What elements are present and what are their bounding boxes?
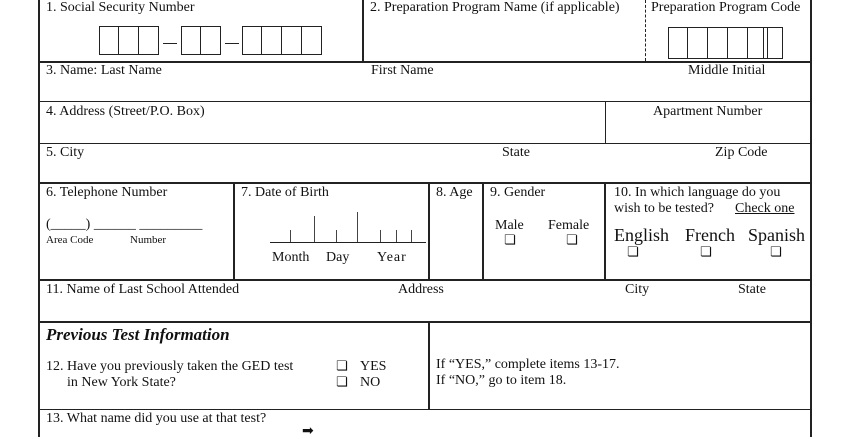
yes-instruction: If “YES,” complete items 13-17. — [436, 357, 620, 372]
program-name-label: 2. Preparation Program Name (if applicable) — [370, 0, 620, 15]
female-checkbox[interactable]: ❏ — [566, 233, 578, 248]
address-label: 4. Address (Street/P.O. Box) — [46, 104, 205, 119]
dob-tick — [411, 230, 412, 242]
french-label: French — [685, 225, 735, 245]
ssn-digit-box[interactable] — [138, 26, 159, 55]
no-label: NO — [360, 375, 381, 390]
ssn-digit-box[interactable] — [118, 26, 139, 55]
year-label: Year — [377, 250, 407, 265]
french-checkbox[interactable]: ❏ — [700, 245, 712, 260]
program-code-box[interactable] — [727, 27, 748, 59]
school-state-label: State — [738, 282, 766, 297]
dob-tick — [380, 230, 381, 242]
row-divider — [38, 279, 812, 281]
col-divider — [428, 182, 430, 279]
q12-label-line2: in New York State? — [67, 375, 176, 390]
ssn-digit-box[interactable] — [242, 26, 262, 55]
ssn-digit-box[interactable] — [261, 26, 282, 55]
language-label-line2: wish to be tested? — [614, 201, 714, 216]
row-divider — [38, 101, 812, 102]
row-divider — [38, 321, 812, 323]
program-code-label: Preparation Program Code — [651, 0, 801, 15]
row-divider — [38, 182, 812, 184]
month-label: Month — [272, 250, 310, 265]
school-address-label: Address — [398, 282, 444, 297]
gender-label: 9. Gender — [490, 185, 546, 200]
last-name-label: 3. Name: Last Name — [46, 63, 162, 78]
first-name-label: First Name — [371, 63, 434, 78]
right-arrow-icon: ➡ — [302, 423, 314, 439]
program-code-box[interactable] — [687, 27, 708, 59]
age-label: 8. Age — [436, 185, 473, 200]
check-one-label: Check one — [735, 201, 795, 216]
school-city-label: City — [625, 282, 650, 297]
state-label: State — [502, 145, 530, 160]
middle-initial-label: Middle Initial — [688, 63, 766, 78]
yes-label: YES — [360, 359, 387, 374]
dob-tick — [336, 230, 337, 242]
col-divider — [362, 0, 364, 61]
dob-tick — [396, 230, 397, 242]
ssn-digit-box[interactable] — [301, 26, 322, 55]
telephone-label: 6. Telephone Number — [46, 185, 168, 200]
yes-checkbox[interactable]: ❏ — [336, 359, 348, 374]
previous-test-heading: Previous Test Information — [46, 325, 230, 344]
date-of-birth-label: 7. Date of Birth — [241, 185, 329, 200]
row-divider — [38, 143, 812, 144]
language-label-line1: 10. In which language do you — [614, 185, 781, 200]
english-label: English — [614, 225, 670, 245]
dob-tick — [290, 230, 291, 242]
english-checkbox[interactable]: ❏ — [627, 245, 639, 260]
form-right-border — [810, 0, 812, 437]
female-label: Female — [548, 218, 590, 233]
ssn-separator — [163, 43, 177, 44]
no-instruction: If “NO,” go to item 18. — [436, 373, 567, 388]
ssn-digit-box[interactable] — [99, 26, 119, 55]
q13-label: 13. What name did you use at that test? — [46, 411, 267, 426]
col-divider — [605, 101, 606, 143]
dob-baseline — [270, 242, 426, 243]
no-checkbox[interactable]: ❏ — [336, 375, 348, 390]
ssn-digit-box[interactable] — [281, 26, 302, 55]
apartment-number-label: Apartment Number — [653, 104, 763, 119]
day-label: Day — [326, 250, 350, 265]
col-divider — [482, 182, 484, 279]
area-code-label: Area Code — [46, 234, 94, 246]
ssn-digit-box[interactable] — [181, 26, 201, 55]
number-label: Number — [130, 234, 167, 246]
spanish-label: Spanish — [748, 225, 806, 245]
program-code-box[interactable] — [707, 27, 728, 59]
form-left-border — [38, 0, 40, 437]
phone-number-field[interactable]: (_____) ______ _________ — [46, 217, 203, 232]
col-divider-dashed — [645, 0, 646, 61]
program-code-box[interactable] — [763, 27, 783, 59]
male-checkbox[interactable]: ❏ — [504, 233, 516, 248]
q12-label-line1: 12. Have you previously taken the GED test — [46, 359, 294, 374]
col-divider — [428, 321, 430, 409]
last-school-label: 11. Name of Last School Attended — [46, 282, 240, 297]
ssn-separator — [225, 43, 239, 44]
dob-tick — [357, 212, 358, 242]
col-divider — [233, 182, 235, 279]
col-divider — [604, 182, 606, 279]
zip-code-label: Zip Code — [715, 145, 768, 160]
spanish-checkbox[interactable]: ❏ — [770, 245, 782, 260]
row-divider — [38, 409, 812, 410]
ssn-label: 1. Social Security Number — [46, 0, 195, 15]
ssn-digit-box[interactable] — [200, 26, 221, 55]
city-label: 5. City — [46, 145, 85, 160]
male-label: Male — [495, 218, 524, 233]
program-code-box[interactable] — [668, 27, 688, 59]
dob-tick — [314, 216, 315, 242]
